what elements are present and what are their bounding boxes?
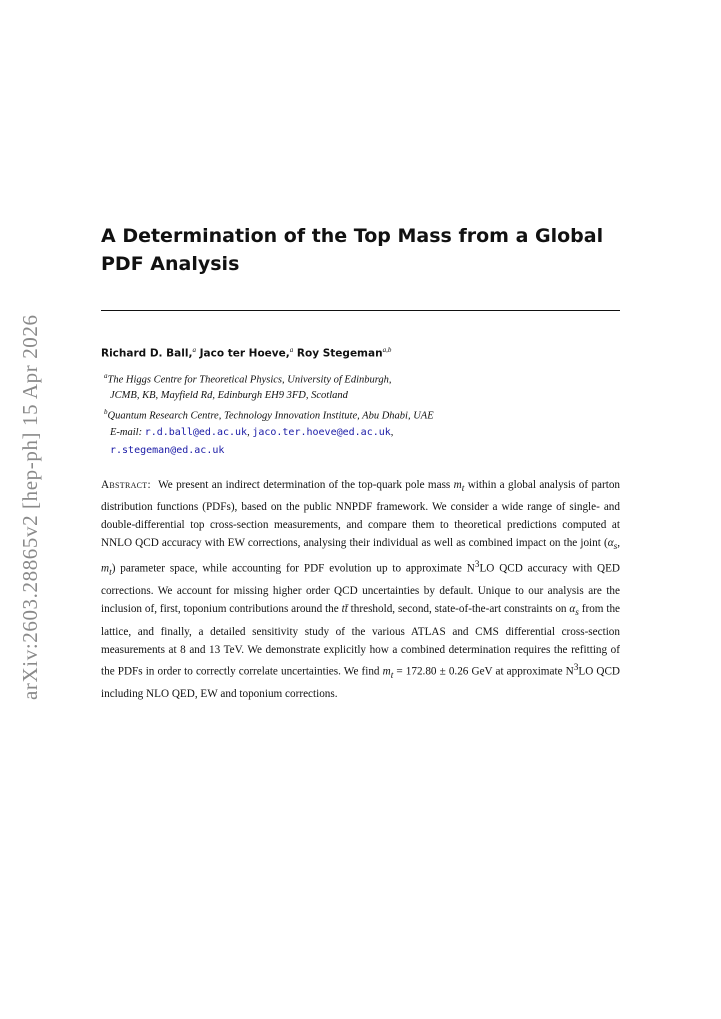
email-link[interactable]: r.stegeman@ed.ac.uk (110, 445, 225, 456)
email-link[interactable]: r.d.ball@ed.ac.uk (144, 427, 248, 438)
author-name: Jaco ter Hoeve, (199, 347, 290, 360)
affil-mark: b (104, 408, 108, 416)
abstract-heading: Abstract: (101, 479, 151, 491)
paper-title: A Determination of the Top Mass from a Global PDF Analysis (101, 225, 604, 275)
email-line-2 (110, 445, 224, 456)
email-label: E-mail: (110, 427, 143, 438)
affiliation-a-cont (110, 390, 348, 401)
affil-line: Quantum Research Centre, Technology Innovation Institute, Abu Dhabi, UAE (107, 410, 434, 422)
email-link[interactable]: jaco.ter.hoeve@ed.ac.uk (252, 427, 391, 438)
affiliation-b (104, 408, 434, 422)
affiliation-a (104, 372, 392, 386)
author-name: Roy Stegeman (296, 347, 383, 360)
affil-line: The Higgs Centre for Theoretical Physics, University of Edinburgh, (107, 374, 392, 386)
author-name: Richard D. Ball, (101, 347, 193, 360)
email-line: E-mail: r.d.ball@ed.ac.uk, jaco.ter.hoeve@ed.ac.uk, (110, 427, 394, 438)
arxiv-identifier: arXiv:2603.28865v2 [hep-ph] 15 Apr 2026 (18, 314, 42, 700)
author-affil-mark: a,b (382, 346, 392, 354)
title-rule (101, 310, 620, 311)
author-affil-mark: a (289, 346, 294, 354)
affil-mark: a (104, 372, 108, 380)
affil-line: JCMB, KB, Mayfield Rd, Edinburgh EH9 3FD, Scotland (110, 390, 348, 401)
author-affil-mark: a (192, 346, 196, 354)
abstract: Abstract: We present an indirect determination of the top-quark pole mass $m_t$ within a global analysis of parton distribution functions (PDFs), based on the public NNPDF framework. We consider a wide range of single- and double-differential top cross-section measurements, and compare them to theoretical predictions computed at NNLO QCD accuracy with EW corrections, analysing their individual as well as combined impact on the joint ($\alpha_s$, $m_t$) parameter space, while accounting for PDF evolution up to approximate $N^3LO$ QCD accuracy with QED corrections. We account for missing higher order QCD uncertainties by default. Unique to our analysis are the inclusion of, first, toponium contributions around the tt̄ threshold, second, state-of-the-art constraints on $\alpha_s$ from the lattice, and finally, a detailed sensitivity study of the various ATLAS and CMS differential cross-section measurements at 8 and 13 TeV. We demonstrate explicitly how a combined determination requires the refitting of the PDFs in order to correctly correlate uncertainties. We find $m_t = 172.80 \pm 0.26$ GeV at approximate $N^3LO$ QCD including NLO QED, EW and toponium corrections. (101, 479, 621, 700)
author-list (101, 346, 391, 360)
